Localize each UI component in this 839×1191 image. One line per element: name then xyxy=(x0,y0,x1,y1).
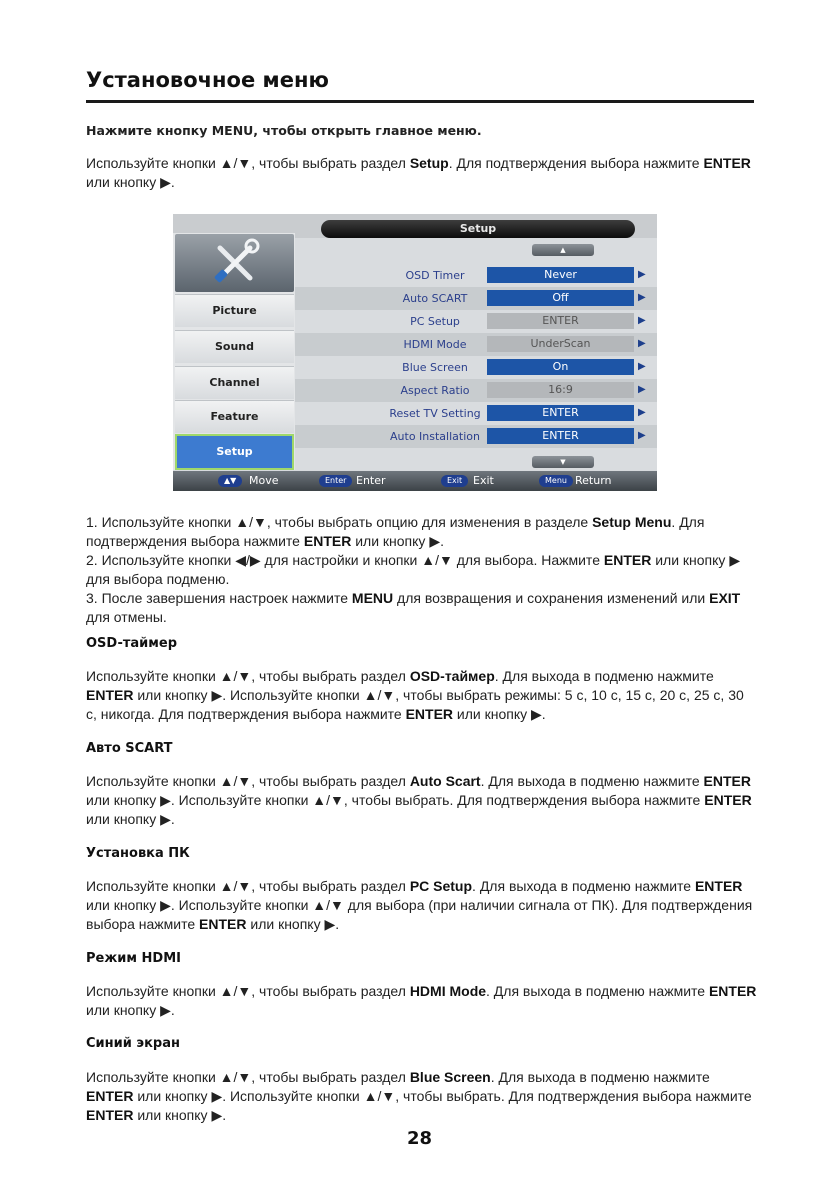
intro-paragraph: Используйте кнопки ▲/▼, чтобы выбрать раздел Setup. Для подтверждения выбора нажмите ENTER или кнопку ▶. xyxy=(86,155,751,190)
right-arrow-icon: ▶ xyxy=(638,430,646,441)
section-heading-osd-timer: OSD-таймер xyxy=(86,636,178,651)
sidebar-item-picture[interactable]: Picture xyxy=(175,294,294,327)
section-heading-hdmi-mode: Режим HDMI xyxy=(86,951,181,966)
menu-row-blue-screen[interactable] xyxy=(295,356,657,379)
menu-row-value[interactable]: ENTER xyxy=(487,313,634,329)
footer-exit-label: Exit xyxy=(473,474,494,487)
page-number: 28 xyxy=(406,1128,433,1149)
menu-row-hdmi-mode[interactable] xyxy=(295,333,657,356)
sidebar-item-setup[interactable]: Setup xyxy=(175,434,294,470)
menu-row-label: OSD Timer xyxy=(405,269,465,282)
sidebar-item-sound[interactable]: Sound xyxy=(175,330,294,363)
menu-row-reset-tv-setting[interactable] xyxy=(295,402,657,425)
menu-header: Setup xyxy=(321,220,635,238)
sidebar-item-channel[interactable]: Channel xyxy=(175,366,294,399)
menu-row-aspect-ratio[interactable] xyxy=(295,379,657,402)
tools-icon-box xyxy=(175,234,294,292)
enter-key-icon: Enter xyxy=(319,475,352,487)
section-heading-auto-scart: Авто SCART xyxy=(86,741,173,756)
menu-row-auto-scart[interactable] xyxy=(295,287,657,310)
step-1: 1. Используйте кнопки ▲/▼, чтобы выбрать опцию для изменения в разделе Setup Menu. Для подтверждения выбора нажмите ENTER или кнопку ▶. xyxy=(86,514,705,549)
right-arrow-icon: ▶ xyxy=(638,315,646,326)
right-arrow-icon: ▶ xyxy=(638,338,646,349)
menu-key-icon: Menu xyxy=(539,475,573,487)
footer-return-label: Return xyxy=(575,474,612,487)
footer-move-label: Move xyxy=(249,474,279,487)
menu-row-value[interactable]: Off xyxy=(487,290,634,306)
tv-setup-menu-screenshot xyxy=(173,214,657,491)
section-text-auto-scart: Используйте кнопки ▲/▼, чтобы выбрать раздел Auto Scart. Для выхода в подменю нажмите ENTER или кнопку ▶. Используйте кнопки ▲/▼, чтобы выбрать. Для подтверждения выбора нажмите ENTER или кнопку ▶. xyxy=(86,773,752,827)
step-3: 3. После завершения настроек нажмите MENU для возвращения и сохранения изменений или EXIT для отмены. xyxy=(86,590,741,625)
page-title: Установочное меню xyxy=(86,68,329,92)
title-divider xyxy=(86,100,754,103)
sidebar-item-feature[interactable]: Feature xyxy=(175,400,294,433)
section-text-hdmi-mode: Используйте кнопки ▲/▼, чтобы выбрать раздел HDMI Mode. Для выхода в подменю нажмите ENTER или кнопку ▶. xyxy=(86,983,757,1018)
menu-row-value[interactable]: UnderScan xyxy=(487,336,634,352)
intro-heading: Нажмите кнопку MENU, чтобы открыть главное меню. xyxy=(86,123,482,138)
section-heading-blue-screen: Синий экран xyxy=(86,1036,180,1051)
menu-row-pc-setup[interactable] xyxy=(295,310,657,333)
menu-row-label: Auto Installation xyxy=(390,430,480,443)
menu-row-value[interactable]: ENTER xyxy=(487,405,634,421)
menu-row-value[interactable]: On xyxy=(487,359,634,375)
section-text-blue-screen: Используйте кнопки ▲/▼, чтобы выбрать раздел Blue Screen. Для выхода в подменю нажмите ENTER или кнопку ▶. Используйте кнопки ▲/▼, чтобы выбрать. Для подтверждения выбора нажмите ENTER или кнопку ▶. xyxy=(86,1069,752,1123)
scroll-down-icon[interactable]: ▼ xyxy=(532,456,594,468)
footer-enter-label: Enter xyxy=(356,474,386,487)
step-2: 2. Используйте кнопки ◀/▶ для настройки и кнопки ▲/▼ для выбора. Нажмите ENTER или кнопку ▶ для выбора подменю. xyxy=(86,552,741,587)
right-arrow-icon: ▶ xyxy=(638,384,646,395)
tools-icon xyxy=(175,234,294,292)
right-arrow-icon: ▶ xyxy=(638,269,646,280)
move-key-icon: ▲▼ xyxy=(218,475,242,487)
menu-row-label: Blue Screen xyxy=(402,361,468,374)
menu-row-label: PC Setup xyxy=(410,315,460,328)
menu-row-auto-installation[interactable] xyxy=(295,425,657,448)
menu-footer xyxy=(173,471,657,491)
menu-row-label: HDMI Mode xyxy=(403,338,467,351)
menu-row-label: Reset TV Setting xyxy=(389,407,481,420)
menu-row-value[interactable]: ENTER xyxy=(487,428,634,444)
right-arrow-icon: ▶ xyxy=(638,361,646,372)
menu-row-osd-timer[interactable] xyxy=(295,264,657,287)
section-text-pc-setup: Используйте кнопки ▲/▼, чтобы выбрать раздел PC Setup. Для выхода в подменю нажмите ENTER или кнопку ▶. Используйте кнопки ▲/▼ для выбора (при наличии сигнала от ПК). Для подтверждения выбора нажмите ENTER или кнопку ▶. xyxy=(86,878,753,932)
right-arrow-icon: ▶ xyxy=(638,407,646,418)
section-text-osd-timer: Используйте кнопки ▲/▼, чтобы выбрать раздел OSD-таймер. Для выхода в подменю нажмите ENTER или кнопку ▶. Используйте кнопки ▲/▼, чтобы выбрать режимы: 5 с, 10 с, 15 с, 20 с, 25 с, 30 с, никогда. Для подтверждения выбора нажмите ENTER или кнопку ▶. xyxy=(86,668,744,722)
menu-row-label: Aspect Ratio xyxy=(400,384,470,397)
menu-row-value[interactable]: Never xyxy=(487,267,634,283)
right-arrow-icon: ▶ xyxy=(638,292,646,303)
exit-key-icon: Exit xyxy=(441,475,468,487)
menu-row-value[interactable]: 16:9 xyxy=(487,382,634,398)
section-heading-pc-setup: Установка ПК xyxy=(86,846,190,861)
menu-row-label: Auto SCART xyxy=(402,292,468,305)
scroll-up-icon[interactable]: ▲ xyxy=(532,244,594,256)
